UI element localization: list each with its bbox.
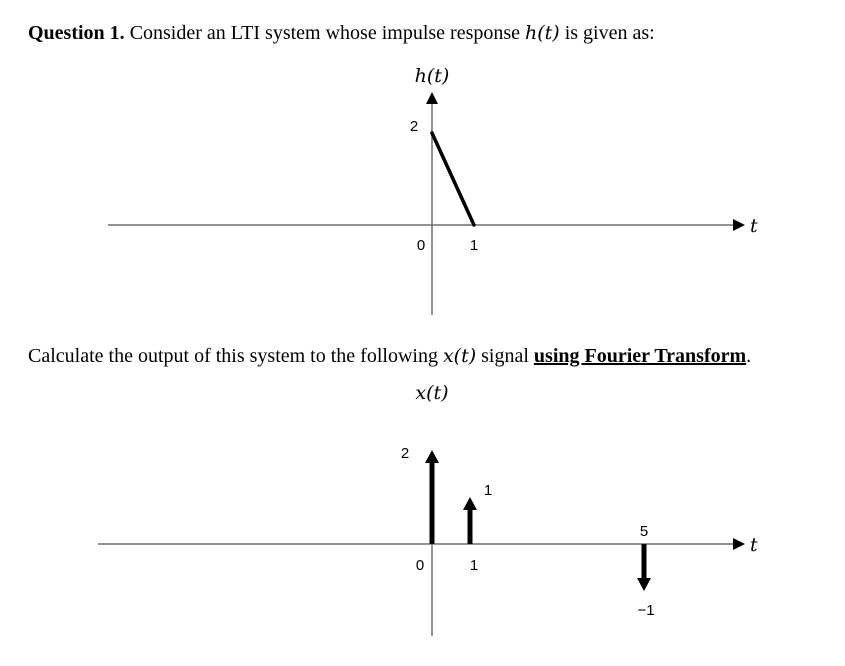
chart-x — [98, 382, 758, 636]
h-x-axis-label: t — [750, 215, 758, 237]
x-x-axis-arrow — [733, 538, 745, 550]
question-text-1: Consider an LTI system whose impulse response — [124, 22, 526, 44]
task-text-2: signal — [476, 345, 534, 367]
x-y-axis-label: x(t) — [415, 382, 449, 404]
impulse-1-t-label: 1 — [469, 557, 479, 574]
chart-h — [108, 65, 758, 315]
h-y-axis-arrow — [426, 92, 438, 104]
h-tick-origin: 0 — [416, 237, 426, 254]
x-symbol-inline: x(t) — [442, 345, 477, 367]
h-tick-y-top: 2 — [409, 118, 419, 135]
impulse-0-amp-label: 2 — [400, 445, 410, 462]
h-y-axis-label: h(t) — [414, 65, 450, 87]
x-series — [401, 445, 655, 619]
question-number: Question 1. — [28, 22, 125, 44]
impulse-1-head — [463, 497, 477, 510]
task-text-1: Calculate the output of this system to the following — [28, 345, 443, 367]
impulse-0-t-label: 0 — [415, 557, 425, 574]
h-series — [432, 133, 474, 225]
impulse-1-amp-label: 1 — [483, 482, 493, 499]
method-text: using Fourier Transform — [533, 345, 747, 367]
h-tick-x-end: 1 — [469, 237, 479, 254]
h-symbol-inline: h(t) — [525, 22, 560, 44]
question-text-2: is given as: — [559, 22, 655, 44]
h-ramp-line — [432, 133, 474, 225]
impulse-0-head — [425, 450, 439, 463]
impulse-2-amp-label: −1 — [637, 602, 655, 619]
impulse-2-t-label: 5 — [639, 523, 649, 540]
task-text-3: . — [746, 345, 752, 367]
h-x-axis-arrow — [733, 219, 745, 231]
impulse-2-head — [637, 578, 651, 591]
x-x-axis-label: t — [750, 534, 758, 556]
